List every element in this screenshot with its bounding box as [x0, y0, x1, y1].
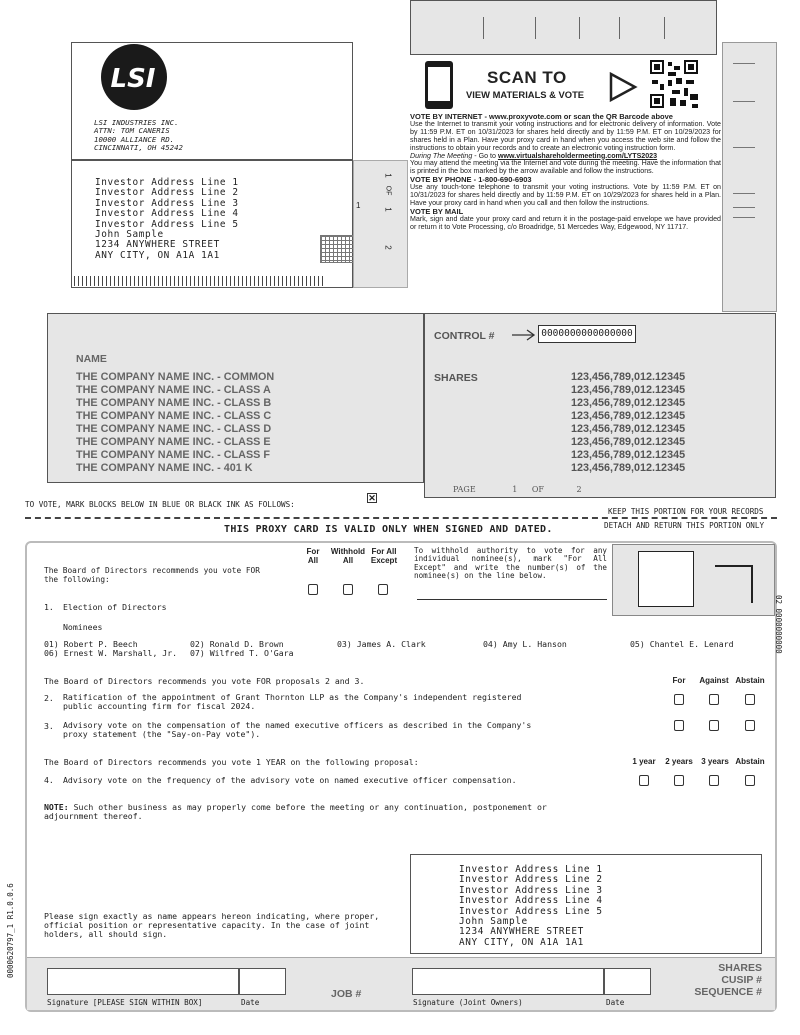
- item-4-number: 4.: [44, 775, 54, 785]
- col-2-years: 2 years: [665, 757, 693, 766]
- side-code: 1: [383, 207, 393, 212]
- holding-name: THE COMPANY NAME INC. - CLASS B: [76, 397, 272, 409]
- return-address-panel: [71, 42, 353, 160]
- share-amount: 123,456,789,012.12345: [571, 384, 686, 396]
- holding-name: THE COMPANY NAME INC. - CLASS A: [76, 384, 271, 396]
- item-4-text: Advisory vote on the frequency of the advisory vote on named executive officer compensation.: [63, 775, 517, 785]
- holding-name: THE COMPANY NAME INC. - CLASS E: [76, 436, 271, 448]
- ballot-address-line: Investor Address Line 2: [459, 874, 603, 886]
- scan-title: SCAN TO: [487, 68, 567, 87]
- phone-body: Use any touch-tone telephone to transmit your voting instructions. Vote by 11:59 P.M. ET on 10/31/2023 for shares held directly and by 11:59 P.M. ET on 10/29/2023 for shares held in a Plan. Have your proxy card in hand when you call and then follow the instructions.: [410, 183, 721, 207]
- holding-name: THE COMPANY NAME INC. - CLASS D: [76, 423, 272, 435]
- col-for-all: For All: [306, 547, 320, 565]
- side-code-right: 02 0000000000: [774, 595, 783, 654]
- col-against: Against: [699, 676, 729, 685]
- share-amount: 123,456,789,012.12345: [571, 449, 686, 461]
- col-abstain: Abstain: [735, 676, 765, 685]
- cusip-field-label: CUSIP #: [721, 974, 762, 986]
- name-label: NAME: [76, 353, 107, 365]
- side-code: 1: [383, 173, 393, 178]
- scan-subtitle: VIEW MATERIALS & VOTE: [466, 89, 585, 100]
- meeting-lead: During The Meeting: [410, 151, 473, 160]
- joint-signature-label: Signature (Joint Owners): [413, 998, 523, 1007]
- item-1-number: 1.: [44, 602, 54, 612]
- share-amount: 123,456,789,012.12345: [571, 462, 686, 474]
- item-3-against-checkbox[interactable]: [709, 720, 719, 731]
- page-total: 2: [576, 485, 582, 494]
- item-3-number: 3.: [44, 721, 54, 731]
- joint-date-box[interactable]: [604, 968, 651, 995]
- page-label: PAGE: [453, 485, 476, 494]
- withhold-instruction: To withhold authority to vote for any individual nominee(s), mark "For All Except" and write the number(s) of the nominee(s) on the line below.: [414, 546, 607, 581]
- ballot-address: [459, 865, 603, 948]
- date-box[interactable]: [239, 968, 286, 995]
- item-2-text: Ratification of the appointment of Grant Thornton LLP as the Company's independent registered public accounting firm for fiscal 2024.: [63, 692, 522, 711]
- company-address-line: ATTN: TOM CANERIS: [94, 126, 170, 136]
- ballot-address-line: Investor Address Line 1: [459, 864, 603, 875]
- phone-icon: [424, 60, 454, 110]
- side-code-left: 0000620797_1 R1.0.0.6: [6, 883, 15, 978]
- signature-label: Signature [PLEASE SIGN WITHIN BOX]: [47, 998, 203, 1007]
- date-label: Date: [241, 998, 260, 1007]
- nominee: 07) Wilfred T. O'Gara: [190, 648, 294, 658]
- side-code: 1: [356, 201, 361, 210]
- mailing-line: Investor Address Line 5: [95, 218, 239, 230]
- ballot-address-panel: [410, 854, 762, 954]
- share-amounts: [571, 371, 685, 475]
- mailing-line: Investor Address Line 1: [95, 177, 239, 188]
- holding-name: THE COMPANY NAME INC. - CLASS F: [76, 449, 270, 461]
- job-label: JOB #: [331, 988, 362, 1000]
- item-2-abstain-checkbox[interactable]: [745, 694, 755, 705]
- shares-label: SHARES: [434, 372, 478, 384]
- joint-signature-box[interactable]: [412, 968, 604, 995]
- right-edge-panel: [722, 42, 777, 312]
- internet-heading: VOTE BY INTERNET - www.proxyvote.com or scan the QR Barcode above: [410, 112, 673, 121]
- sign-instruction: Please sign exactly as name appears hereon indicating, where proper, official position or representative capacity. In the case of joint holders, all should sign.: [44, 911, 380, 939]
- item-1-text: Election of Directors: [63, 602, 167, 612]
- valid-notice: THIS PROXY CARD IS VALID ONLY WHEN SIGNED AND DATED.: [224, 524, 553, 535]
- mailing-line: Investor Address Line 2: [95, 187, 239, 199]
- withhold-all-checkbox[interactable]: [343, 584, 353, 595]
- shares-cusip-sequence: [662, 962, 762, 998]
- joint-date-label: Date: [606, 998, 625, 1007]
- share-amount: 123,456,789,012.12345: [571, 371, 686, 383]
- mail-body: Mark, sign and date your proxy card and return it in the postage-paid envelope we have provided or return it to Vote Processing, c/o Broadridge, 51 Mercedes Way, Edgewood, NY 11717.: [410, 214, 721, 231]
- side-code: OF: [384, 185, 392, 196]
- sequence-field-label: SEQUENCE #: [694, 986, 762, 998]
- mailing-line: Investor Address Line 4: [95, 208, 239, 220]
- datamatrix-code: [320, 235, 354, 263]
- col-3-years: 3 years: [701, 757, 729, 766]
- mail-heading: VOTE BY MAIL: [410, 206, 464, 216]
- mailing-line: John Sample: [95, 229, 164, 241]
- for-all-checkbox[interactable]: [308, 584, 318, 595]
- mark-instruction: TO VOTE, MARK BLOCKS BELOW IN BLUE OR BLACK INK AS FOLLOWS:: [25, 500, 295, 509]
- control-number: 0000000000000000: [538, 325, 636, 343]
- share-amount: 123,456,789,012.12345: [571, 410, 686, 422]
- voting-instructions: [410, 113, 721, 232]
- company-address-line: 10000 ALLIANCE RD.: [94, 134, 175, 144]
- nominee-exception-line[interactable]: [417, 599, 607, 600]
- item-4-1-year-checkbox[interactable]: [639, 775, 649, 786]
- share-amount: 123,456,789,012.12345: [571, 423, 686, 435]
- nominee: 02) Ronald D. Brown: [190, 639, 284, 649]
- col-1-year: 1 year: [632, 757, 656, 766]
- mailing-line: Investor Address Line 3: [95, 197, 239, 209]
- item-4-2-years-checkbox[interactable]: [674, 775, 684, 786]
- ballot-address-line: 1234 ANYWHERE STREET: [459, 926, 584, 938]
- qr-code-icon: [648, 58, 700, 110]
- company-address: [94, 119, 183, 153]
- for-all-except-checkbox[interactable]: [378, 584, 388, 595]
- holding-name: THE COMPANY NAME INC. - CLASS C: [76, 410, 272, 422]
- nominee: 01) Robert P. Beech: [44, 639, 138, 649]
- detach-line: [25, 517, 777, 519]
- mailing-address: [95, 178, 239, 261]
- control-panel: [424, 313, 776, 498]
- item-4-abstain-checkbox[interactable]: [745, 775, 755, 786]
- nominee: 05) Chantel E. Lenard: [630, 639, 734, 649]
- arrow-right-icon: [511, 329, 537, 341]
- item-2-for-checkbox[interactable]: [674, 694, 684, 705]
- control-label: CONTROL #: [434, 330, 495, 342]
- ballot-address-line: Investor Address Line 3: [459, 884, 603, 896]
- mailing-address-panel: [71, 160, 353, 288]
- share-amount: 123,456,789,012.12345: [571, 397, 686, 409]
- signature-box[interactable]: [47, 968, 239, 995]
- mailing-sidebar: [353, 160, 408, 288]
- ballot-address-line: Investor Address Line 5: [459, 905, 603, 917]
- mailing-line: 1234 ANYWHERE STREET: [95, 239, 220, 251]
- detach-text: DETACH AND RETURN THIS PORTION ONLY: [604, 521, 765, 530]
- ruler-ticks: [74, 276, 324, 286]
- page-indicator: [453, 485, 582, 494]
- col-withhold-all: Withhold All: [330, 547, 366, 565]
- nominee: 03) James A. Clark: [337, 639, 426, 649]
- barcode-panel: [410, 0, 717, 55]
- item-2-number: 2.: [44, 693, 54, 703]
- col-abstain-2: Abstain: [735, 757, 765, 766]
- company-logo: [95, 43, 173, 115]
- note: [44, 803, 584, 821]
- holding-name: THE COMPANY NAME INC. - COMMON: [76, 371, 275, 383]
- page-number: 1: [512, 485, 518, 494]
- mark-example-box: ✕: [368, 493, 376, 503]
- logo-text: LSI: [110, 64, 156, 94]
- board-recommendation-2: The Board of Directors recommends you vote FOR proposals 2 and 3.: [44, 676, 365, 686]
- play-arrow-icon: [608, 72, 638, 102]
- item-2-against-checkbox[interactable]: [709, 694, 719, 705]
- item-4-3-years-checkbox[interactable]: [709, 775, 719, 786]
- holding-names: [76, 371, 274, 475]
- share-amount: 123,456,789,012.12345: [571, 436, 686, 448]
- meeting-mid: - Go to: [472, 151, 498, 160]
- company-address-line: CINCINNATI, OH 45242: [94, 143, 183, 153]
- nominees-label: Nominees: [63, 622, 103, 632]
- item-3-abstain-checkbox[interactable]: [745, 720, 755, 731]
- company-address-line: LSI INDUSTRIES INC.: [94, 118, 179, 127]
- nominee: 04) Amy L. Hanson: [483, 639, 567, 649]
- ballot-address-line: Investor Address Line 4: [459, 895, 603, 907]
- nominee: 06) Ernest W. Marshall, Jr.: [44, 648, 178, 658]
- board-recommendation-3: The Board of Directors recommends you vote 1 YEAR on the following proposal:: [44, 757, 419, 767]
- ballot-address-line: John Sample: [459, 916, 528, 928]
- mailing-line: ANY CITY, ON A1A 1A1: [95, 249, 220, 261]
- col-for: For: [672, 676, 686, 685]
- board-recommendation-1: The Board of Directors recommends you vote FOR the following:: [44, 566, 260, 584]
- of-label: OF: [531, 485, 544, 494]
- side-code: 2: [383, 245, 393, 250]
- keep-portion-text: KEEP THIS PORTION FOR YOUR RECORDS: [608, 507, 764, 516]
- scan-banner: [420, 58, 720, 112]
- note-label: NOTE:: [44, 802, 69, 812]
- meeting-url-link[interactable]: www.virtualshareholdermeeting.com/LYTS2023: [497, 151, 658, 160]
- holdings-panel: [47, 313, 424, 483]
- note-text: Such other business as may properly come before the meeting or any continuation, postponement or adjournment thereof.: [44, 802, 547, 821]
- meeting-body: You may attend the meeting via the Internet and vote during the meeting. Have the information that is printed in the box marked by the arrow available and follow the instructions.: [410, 159, 721, 176]
- ballot-address-line: ANY CITY, ON A1A 1A1: [459, 936, 584, 948]
- item-3-text: Advisory vote on the compensation of the named executive officers as described in the Company's proxy statement (the "Say-on-Pay vote").: [63, 720, 532, 739]
- internet-body: Use the Internet to transmit your voting instructions and for electronic delivery of information. Vote by 11:59 P.M. ET on 10/31/2023 for shares held directly and by 11:59 P.M. ET on 10/29/2023 for shares held in a Plan. Have your proxy card in hand when you access the web site and follow the instructions to obtain your records and to create an electronic voting instruction form.: [410, 119, 721, 152]
- col-for-all-except: For All Except: [370, 547, 398, 565]
- item-3-for-checkbox[interactable]: [674, 720, 684, 731]
- shares-field-label: SHARES: [718, 962, 762, 974]
- holding-name: THE COMPANY NAME INC. - 401 K: [76, 462, 253, 474]
- scanner-mark-box: [612, 544, 775, 616]
- phone-heading: VOTE BY PHONE - 1-800-690-6903: [410, 175, 532, 185]
